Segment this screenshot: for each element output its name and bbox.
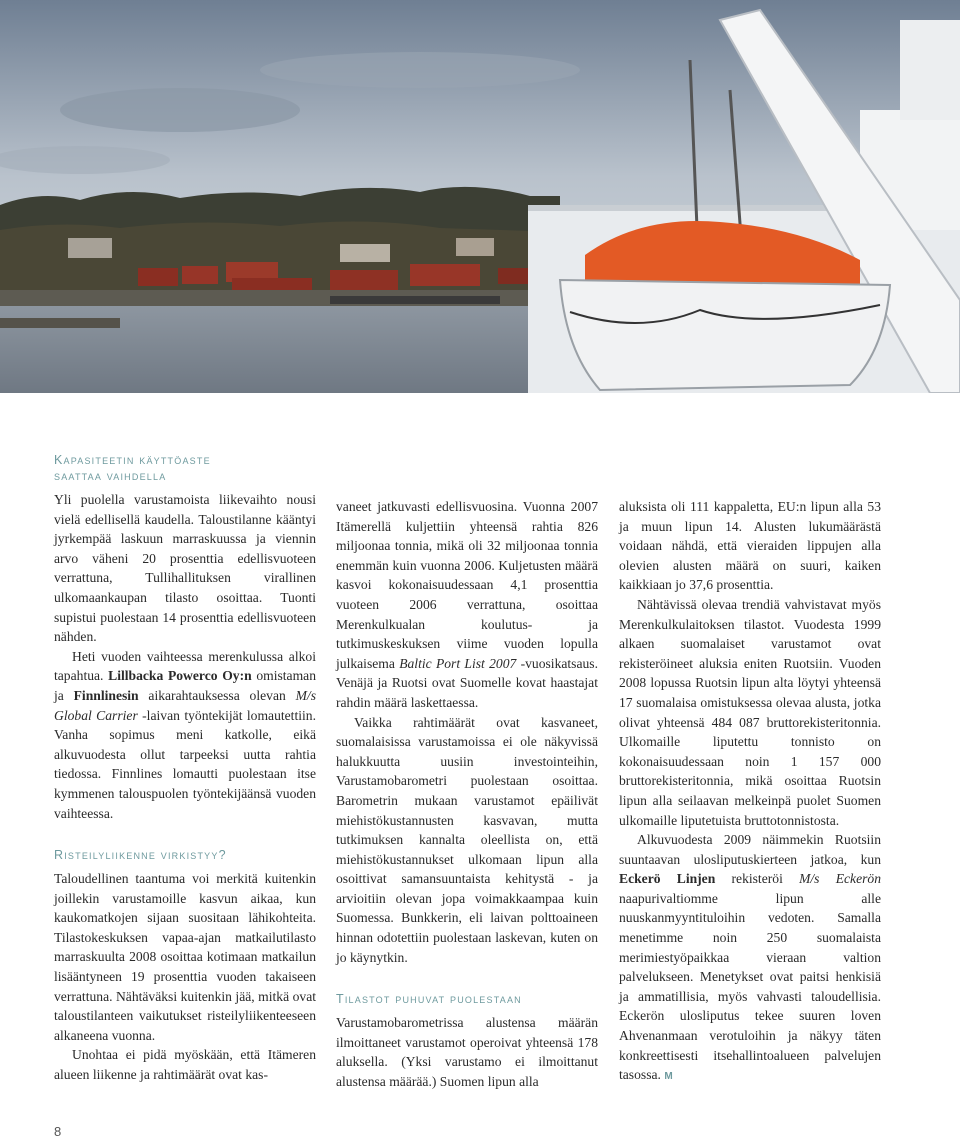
paragraph (619, 830, 881, 1087)
paragraph (336, 497, 598, 713)
section-heading-capacity (54, 452, 316, 484)
heading-line-2: saattaa vaihdella (54, 469, 167, 483)
text-span: omistaman ja (54, 668, 316, 703)
paragraph: Unohtaa ei pidä myöskään, että Itämeren alueen liikenne ja rahtimäärät ovat kas- (54, 1047, 316, 1083)
text-span: vaneet jatkuvasti edellisvuosina. Vuonna 2007 Itämerellä kuljettiin yhteensä rahtia 826 miljoonaa tonnia, mikä oli 32 miljoonaa tonnia enemmän kuin vuonna 2006. Kuljetusten määrä kasvoi kokonaisuudessaan 4,1 prosenttia vuoteen 2006 verrattuna, osoittaa Merenkulkualan koulutus- ja tutkimuskeskuksen viime vuoden lopulla julkaisema (336, 499, 598, 671)
paragraph: Varustamobarometrissa alustensa määrän ilmoittaneet varustamot operoivat yhteensä 178 aluksella. (Yksi varustamo ei ilmoittanut alustensa määrää.) Suomen lipun alla (336, 1015, 598, 1090)
paragraph (54, 647, 316, 823)
text-span: Heti vuoden vaihteessa merenkulussa alkoi tapahtua. (54, 648, 316, 684)
section-heading-cruise: Risteilyliikenne virkistyy? (54, 848, 227, 863)
text-span: rekisteröi (715, 871, 800, 887)
text-span: naapurivaltiomme lipun alle nuuskanmyyntituloihin vedoten. Samalla menetimme noin 250 suomalaista merimiestyöpaikkaa vieraan valtion palvelukseen. Menetykset ovat paitsi henkisiä ja ammatillisia, myös vahvasti taloudellisia. Eckerön ulosliputus tekee suuren loven Ahvenanmaan verotuloihin ja näkyy täten konkreettisesti itsehallintoalueen palvelujen tasossa. (619, 890, 881, 1083)
paragraph: Nähtävissä olevaa trendiä vahvistavat myös Merenkulkulaitoksen tilastot. Vuodesta 1999 alkaen suomalaiset varustamot ovat rekisteröineet aluksia eniten Ruotsiin. Vuoden 2008 lopussa Ruotsin lipun alta löytyi yhteensä 17 suomalaisa omistuksessa olevaa alusta, jotka olivat yhteensä 484 087 bruttorekisteritonnia. Ulkomaille liputettu tonnisto on kokonaisuudessaan noin 1 157 000 bruttorekisteritonnia, mikä osoittaa Ruotsin lipun alla seilaavan melkeinpä puolet Suomen ulkomaille liputetuista bruttotonnistosta. (619, 596, 881, 828)
column-1 (54, 452, 316, 1085)
page-number: 8 (54, 1124, 62, 1139)
text-span: -vuosikatsaus. Venäjä ja Ruotsi ovat Suomelle kovat haastajat rahdin määrä laskettaessa. (336, 655, 598, 710)
heading-line-1: Kapasiteetin käyttöaste (54, 453, 211, 467)
paragraph: aluksista oli 111 kappaletta, EU:n lipun alla 53 ja muun lipun 14. Alusten lukumäärästä voidaan nähdä, että vieraiden lippujen alla olevien alusten määrä on suuri, kaiken kaikkiaan jo 37,6 prosenttia. (619, 499, 881, 593)
harbor-photo (0, 0, 960, 393)
ship-name: M/s Global Carrier (54, 687, 316, 723)
column-2 (336, 497, 598, 1092)
company-name: Eckerö Linjen (619, 871, 716, 887)
text-span: Alkuvuodesta 2009 näimmekin Ruotsiin suuntaavan ulosliputuskierteen jatkoa, kun (619, 832, 881, 867)
end-mark-icon: M (664, 1071, 673, 1083)
text-span: -laivan työntekijät lomautettiin. Vanha sopimus meni katkolle, eikä alkuvuodesta ollut tarpeeksi uutta rahtia tiedossa. Finnlines lomautti puolestaan itse kymmenen talouspuolen työntekijäänsä vuoden vaihteessa. (54, 707, 316, 821)
paragraph: Taloudellinen taantuma voi merkitä kuitenkin joillekin varustamoille kasvun aikaa, kun kaukomatkojen sijaan suositaan lähikohteita. Tilastokeskuksen vapaa-ajan matkailutilasto marraskuulta 2008 osoittaa kotimaan matkailun lisääntyneen 19 prosenttia vuoden takaiseen verrattuna. Nähtäväksi kuitenkin jää, mitkä ovat taloustilanteen vaikutukset risteilyliikenteeseen alkaneena vuonna. (54, 871, 316, 1043)
publication-title: Baltic Port List 2007 (399, 655, 517, 671)
section-heading-statistics: Tilastot puhuvat puolestaan (336, 992, 522, 1007)
paragraph: Vaikka rahtimäärät ovat kasvaneet, suomalaisissa varustamoissa ei ole näkyvissä halukkuutta uusiin investointeihin, Varustamobarometri puolestaan osoittaa. Barometrin mukaan varustamot epäilivät miehistökustannusten kasvavan, mutta tutkimuksen kannalta oleellista on, että miehistökustannukset ulkomaan lipun alla osoittivat samansuuntaista kehitystä - ja arvioitiin olevan jopa voimakkaampaa kuin Suomessa. Bunkkerin, eli laivan polttoaineen hinnan odotettiin puolestaan laskevan, kuten on jo käynytkin. (336, 714, 598, 965)
column-3 (619, 497, 881, 1087)
company-name: Finnlinesin (73, 687, 139, 703)
text-span: aikarahtauksessa olevan (138, 687, 296, 703)
paragraph: Yli puolella varustamoista liikevaihto nousi vielä edellisellä kaudella. Taloustilanne kääntyi jyrkempää laskuun marraskuussa ja viennin arvo väheni 20 prosenttia edellisvuoteen verrattuna, Tullihallituksen virallinen ulkomaankaupan tilasto osoittaa. Tuonti supistui puolestaan 14 prosenttia edellisvuoteen nähden. (54, 492, 316, 645)
company-name: Lillbacka Powerco Oy:n (108, 668, 252, 684)
ship-name: M/s Eckerön (799, 871, 881, 887)
